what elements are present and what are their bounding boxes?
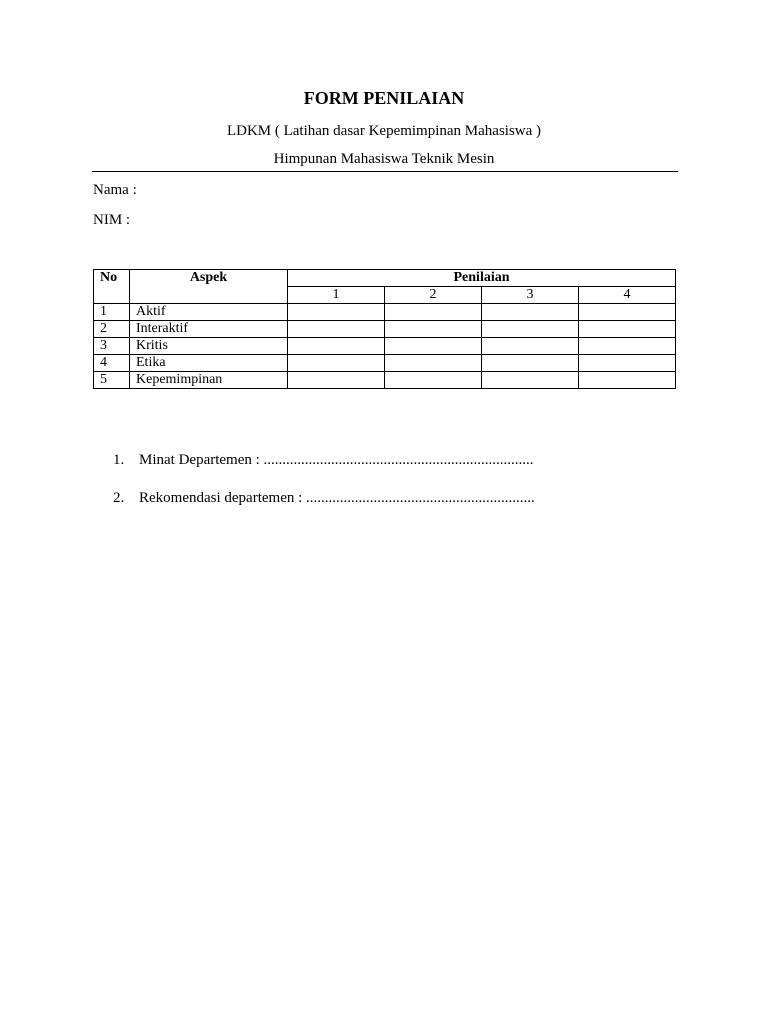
score-cell[interactable]	[579, 321, 676, 338]
row-aspek: Interaktif	[130, 321, 288, 338]
table-row	[94, 304, 676, 321]
table-row	[94, 338, 676, 355]
score-cell[interactable]	[288, 338, 385, 355]
question-text: Minat Departemen : ........................................................................	[139, 452, 534, 468]
score-header-1: 1	[288, 287, 385, 304]
row-aspek: Kepemimpinan	[130, 372, 288, 389]
table-row	[94, 355, 676, 372]
nim-field[interactable]: NIM :	[93, 212, 131, 228]
question-text: Rekomendasi departemen : .............................................................	[139, 490, 535, 506]
organization-name: Himpunan Mahasiswa Teknik Mesin	[273, 151, 495, 167]
row-aspek: Aktif	[130, 304, 288, 321]
score-cell[interactable]	[482, 304, 579, 321]
form-subtitle: LDKM ( Latihan dasar Kepemimpinan Mahasiswa )	[226, 123, 542, 139]
score-header-4: 4	[579, 287, 676, 304]
score-cell[interactable]	[288, 355, 385, 372]
score-cell[interactable]	[579, 372, 676, 389]
score-cell[interactable]	[579, 338, 676, 355]
score-cell[interactable]	[579, 355, 676, 372]
score-cell[interactable]	[482, 321, 579, 338]
row-number: 5	[94, 372, 130, 389]
score-cell[interactable]	[482, 355, 579, 372]
question-number: 2.	[113, 490, 125, 506]
nama-field[interactable]: Nama :	[93, 182, 137, 198]
score-header-3: 3	[482, 287, 579, 304]
question-number: 1.	[113, 452, 125, 468]
question-minat-departemen[interactable]	[113, 450, 535, 470]
assessment-table	[93, 269, 676, 389]
header-penilaian: Penilaian	[288, 270, 676, 287]
table-row	[94, 321, 676, 338]
row-number: 3	[94, 338, 130, 355]
score-cell[interactable]	[482, 372, 579, 389]
score-cell[interactable]	[579, 304, 676, 321]
score-cell[interactable]	[288, 372, 385, 389]
score-cell[interactable]	[385, 338, 482, 355]
score-header-2: 2	[385, 287, 482, 304]
row-number: 4	[94, 355, 130, 372]
row-number: 1	[94, 304, 130, 321]
header-divider	[92, 171, 678, 172]
table-header-row	[94, 270, 676, 287]
table-row	[94, 372, 676, 389]
score-cell[interactable]	[288, 304, 385, 321]
score-cell[interactable]	[385, 372, 482, 389]
row-number: 2	[94, 321, 130, 338]
header-aspek: Aspek	[130, 270, 288, 304]
header-no: No	[94, 270, 130, 304]
row-aspek: Etika	[130, 355, 288, 372]
score-cell[interactable]	[482, 338, 579, 355]
question-rekomendasi-departemen[interactable]	[113, 488, 535, 508]
score-cell[interactable]	[385, 355, 482, 372]
question-list	[113, 450, 535, 508]
form-title: FORM PENILAIAN	[303, 88, 465, 108]
score-cell[interactable]	[385, 321, 482, 338]
row-aspek: Kritis	[130, 338, 288, 355]
score-cell[interactable]	[288, 321, 385, 338]
score-cell[interactable]	[385, 304, 482, 321]
